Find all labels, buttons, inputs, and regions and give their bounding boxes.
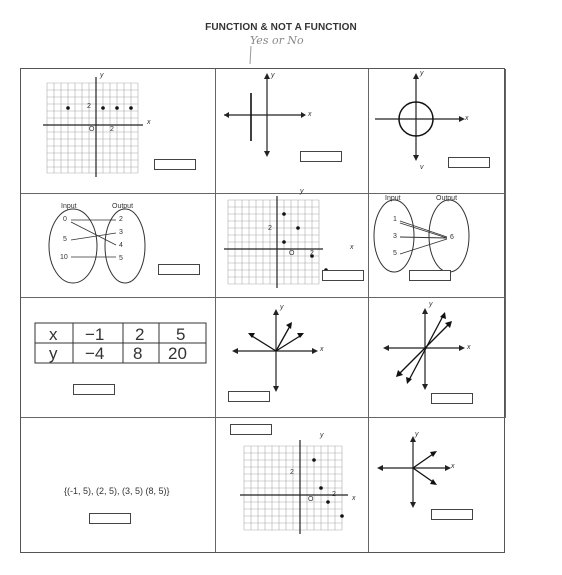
y-axis-label: y [271, 72, 275, 79]
input-value: 1 [393, 216, 397, 223]
tick-label-x: 2 [310, 250, 314, 257]
answer-box[interactable] [154, 159, 196, 170]
answer-box[interactable] [300, 151, 342, 162]
input-value: 0 [63, 216, 67, 223]
tick-label-y: 2 [268, 225, 272, 232]
cell-r3c3 [369, 298, 506, 418]
input-value: 5 [63, 236, 67, 243]
origin-label: O [308, 496, 314, 503]
cell-r2c2 [216, 188, 369, 298]
x-axis-label: x [465, 115, 469, 122]
table-cell: −4 [85, 344, 105, 363]
answer-box[interactable] [448, 157, 490, 168]
grid-graph [216, 418, 369, 552]
output-value: 6 [450, 234, 454, 241]
output-value: 3 [119, 229, 123, 236]
origin-label: O [289, 250, 295, 257]
cell-r2c1 [21, 194, 216, 298]
output-label: Output [436, 195, 458, 202]
origin-label: O [89, 126, 95, 133]
x-axis-label: x [451, 463, 455, 470]
answer-box[interactable] [431, 509, 473, 520]
y-negative-label: v [420, 164, 424, 171]
tick-label-y: 2 [87, 103, 91, 110]
cell-r3c1 [21, 298, 216, 418]
output-value: 5 [119, 255, 123, 262]
table-cell: 5 [176, 325, 186, 344]
x-axis-label: x [320, 346, 324, 353]
input-label: Input [385, 195, 401, 202]
cell-r3c2 [216, 298, 369, 418]
input-value: 3 [393, 233, 397, 240]
answer-box[interactable] [89, 513, 131, 524]
x-axis-label: x [467, 344, 471, 351]
answer-box[interactable] [409, 270, 451, 281]
circle-graph [369, 69, 506, 194]
answer-box[interactable] [431, 393, 473, 404]
cell-r1c1 [21, 69, 216, 194]
output-value: 4 [119, 242, 123, 249]
page-title: FUNCTION & NOT A FUNCTION [205, 22, 357, 33]
table-cell: 8 [133, 344, 143, 363]
answer-box[interactable] [73, 384, 115, 395]
tick-label-x: 2 [332, 491, 336, 498]
ordered-pairs-set: {(-1, 5), (2, 5), (3, 5) (8, 5)} [64, 486, 170, 496]
answer-box[interactable] [158, 264, 200, 275]
answer-box[interactable] [228, 391, 270, 402]
cross-graph [216, 69, 369, 194]
x-axis-label: x [308, 111, 312, 118]
table-cell: y [49, 344, 58, 363]
mapping-diagram [369, 194, 506, 298]
y-axis-label: y [415, 431, 419, 438]
cell-r4c2 [216, 418, 369, 552]
table-cell: x [49, 325, 58, 344]
input-value: 5 [393, 250, 397, 257]
worksheet-grid [20, 68, 505, 553]
answer-box[interactable] [230, 424, 272, 435]
grid-graph [21, 69, 216, 194]
arrows-graph [369, 418, 506, 552]
cell-r4c1 [21, 418, 216, 552]
x-axis-label: x [147, 119, 151, 126]
table-cell: 20 [168, 344, 187, 363]
handwritten-tick-mark [247, 46, 255, 66]
output-label: Output [112, 203, 134, 210]
y-axis-label: y [420, 70, 424, 77]
y-axis-label: y [300, 188, 304, 195]
y-axis-label: y [429, 301, 433, 308]
input-label: Input [61, 203, 77, 210]
cell-r1c3 [369, 69, 506, 194]
answer-box[interactable] [322, 270, 364, 281]
handwritten-subtitle: Yes or No [250, 34, 304, 47]
tick-label-x: 2 [110, 126, 114, 133]
input-value: 10 [60, 254, 68, 261]
table-cell: 2 [135, 325, 145, 344]
y-axis-label: y [100, 72, 104, 79]
y-axis-label: y [280, 304, 284, 311]
cell-r4c3 [369, 418, 506, 552]
y-axis-label: y [320, 432, 324, 439]
x-axis-label: x [352, 495, 356, 502]
tick-label-y: 2 [290, 469, 294, 476]
cell-r1c2 [216, 69, 369, 194]
x-axis-label: x [350, 244, 354, 251]
cell-r2c3 [369, 194, 506, 298]
output-value: 2 [119, 216, 123, 223]
grid-graph [216, 194, 369, 298]
table-cell: −1 [85, 325, 105, 344]
